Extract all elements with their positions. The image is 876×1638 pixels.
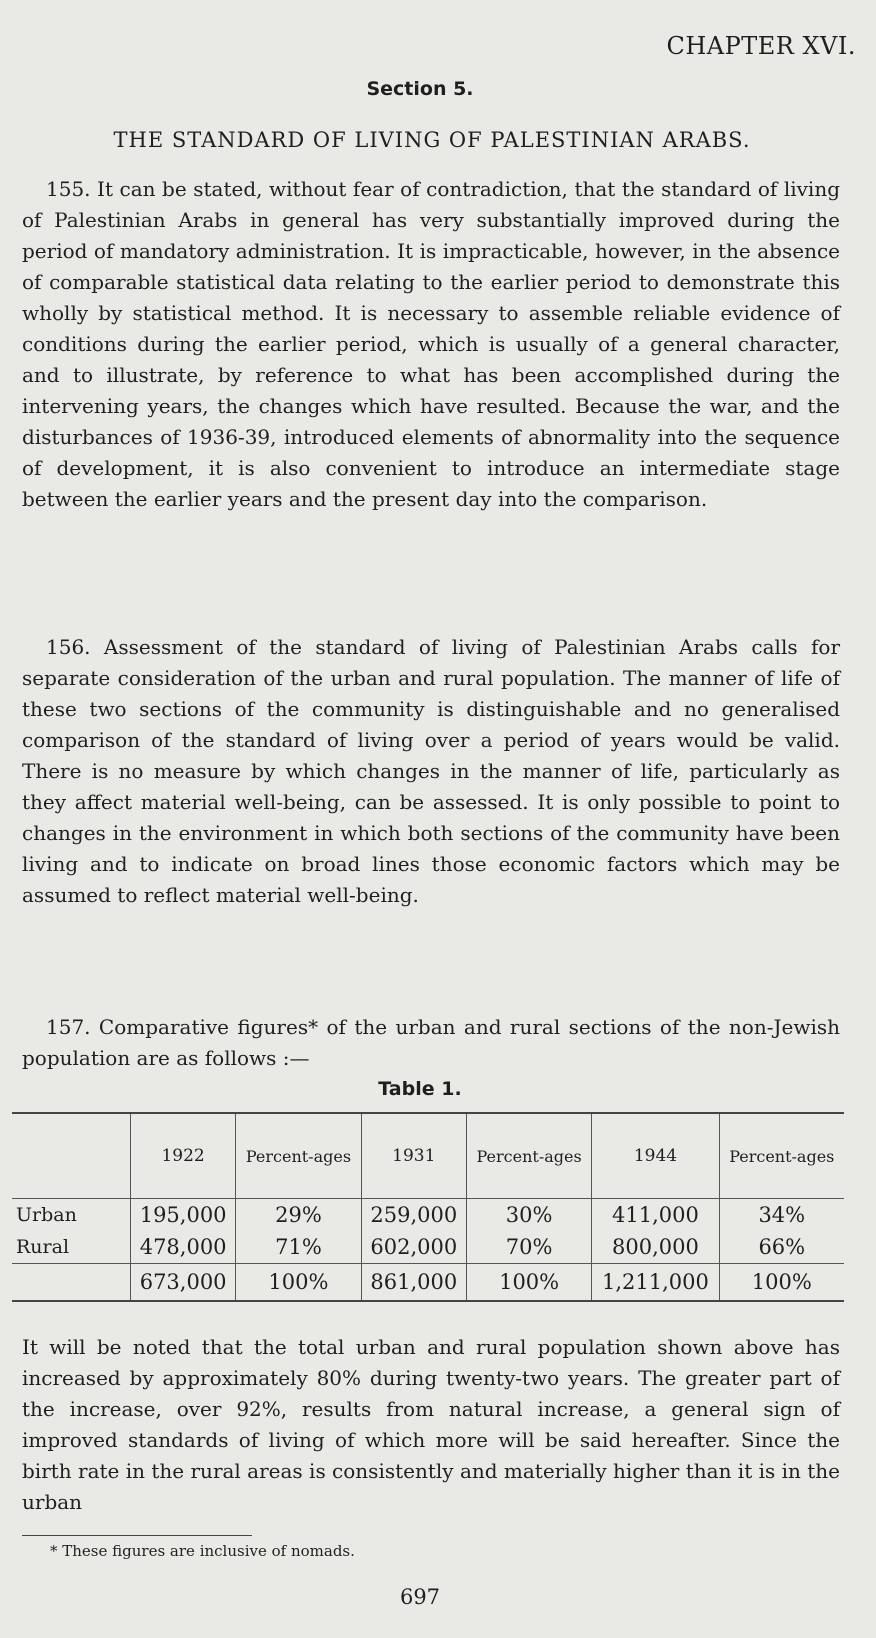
paragraph-157	[22, 1012, 840, 1074]
table-row-total	[12, 1264, 844, 1302]
table-cell: 673,000	[131, 1264, 236, 1302]
paragraph-after-table: It will be noted that the total urban and rural population shown above has increased by approximately 80% during twenty-two years. The greater part of the increase, over 92%, results from natural increase, a general sign of improved standards of living of which more will be said hereafter. Since the birth rate in the rural areas is consistently and materially higher than it is in the urban	[22, 1335, 840, 1514]
row-label-rural: Rural	[16, 1236, 70, 1258]
table-cell: 800,000	[592, 1231, 719, 1264]
page-title: THE STANDARD OF LIVING OF PALESTINIAN ARABS.	[113, 128, 751, 152]
row-label-total	[12, 1264, 131, 1302]
table-cell: 34%	[719, 1199, 844, 1232]
footnote-divider	[22, 1535, 252, 1536]
table-cell: 100%	[466, 1264, 591, 1302]
table-header-pct-1922: Percent-ages	[236, 1113, 361, 1199]
table-cell: 1,211,000	[592, 1264, 719, 1302]
table-header-blank	[12, 1113, 131, 1199]
paragraph-157-text: 157. Comparative figures* of the urban and rural sections of the non-Jewish population are as follows :—	[22, 1015, 840, 1070]
table-cell: 411,000	[592, 1199, 719, 1232]
paragraph-156	[22, 632, 840, 911]
paragraph-155-text: 155. It can be stated, without fear of contradiction, that the standard of living of Palestinian Arabs in general has very substantially improved during the period of mandatory administration. It is impracticable, however, in the absence of comparable statistical data relating to the earlier period to demonstrate this wholly by statistical method. It is necessary to assemble reliable evidence of conditions during the earlier period, which is usually of a general character, and to illustrate, by reference to what has been accomplished during the intervening years, the changes which have resulted. Because the war, and the disturbances of 1936-39, introduced elements of abnormality into the sequence of development, it is also convenient to introduce an intermediate stage between the earlier years and the present day into the comparison.	[22, 177, 840, 511]
table-cell: 100%	[236, 1264, 361, 1302]
table-cell: 478,000	[131, 1231, 236, 1264]
row-label-urban: Urban	[16, 1204, 77, 1226]
table-cell: 29%	[236, 1199, 361, 1232]
table-cell: 66%	[719, 1231, 844, 1264]
table-row-urban	[12, 1199, 844, 1232]
table-header-1922: 1922	[131, 1113, 236, 1199]
table-cell: 70%	[466, 1231, 591, 1264]
table-cell: 71%	[236, 1231, 361, 1264]
table-cell: 195,000	[131, 1199, 236, 1232]
table-row-rural	[12, 1231, 844, 1264]
table-header-pct-1931: Percent-ages	[466, 1113, 591, 1199]
table-header-pct-1944: Percent-ages	[719, 1113, 844, 1199]
table-cell: 259,000	[361, 1199, 466, 1232]
table-header-1931: 1931	[361, 1113, 466, 1199]
table-cell: 100%	[719, 1264, 844, 1302]
table-cell: 861,000	[361, 1264, 466, 1302]
section-label: Section 5.	[366, 78, 474, 100]
table-cell: 30%	[466, 1199, 591, 1232]
table-cell: 602,000	[361, 1231, 466, 1264]
table-title: Table 1.	[378, 1078, 462, 1100]
population-table	[12, 1112, 844, 1302]
paragraph-155	[22, 174, 840, 515]
table-header-1944: 1944	[592, 1113, 719, 1199]
page-number: 697	[399, 1585, 441, 1609]
footnote: * These figures are inclusive of nomads.	[50, 1542, 355, 1560]
table-header-row	[12, 1113, 844, 1199]
paragraph-156-text: 156. Assessment of the standard of living of Palestinian Arabs calls for separate consideration of the urban and rural population. The manner of life of these two sections of the community is distinguishable and no generalised comparison of the standard of living over a period of years would be valid. There is no measure by which changes in the manner of life, particularly as they affect material well-being, can be assessed. It is only possible to point to changes in the environment in which both sections of the community have been living and to indicate on broad lines those economic factors which may be assumed to reflect material well-being.	[22, 635, 840, 907]
chapter-heading: CHAPTER XVI.	[666, 32, 856, 60]
